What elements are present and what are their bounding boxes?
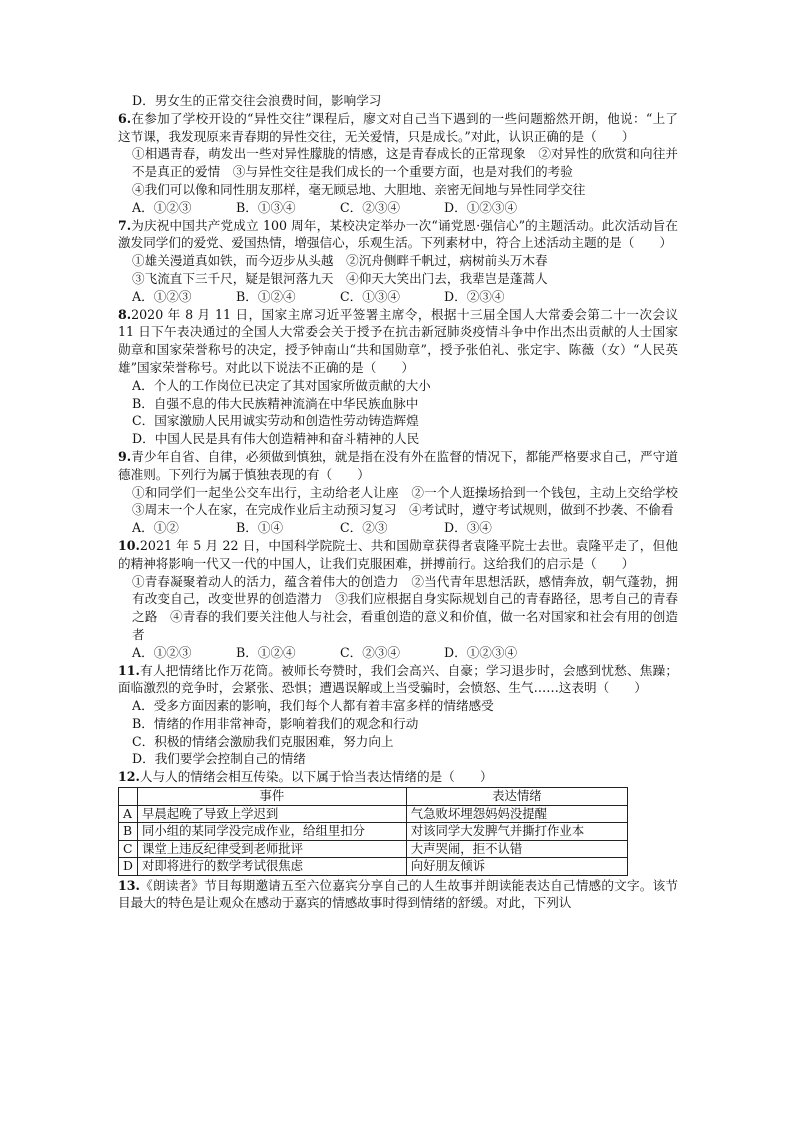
- question-13-stem: [118, 877, 678, 913]
- question-9-items: ①和同学们一起坐公交车出行，主动给老人让座 ②一个人逛操场拾到一个钱包，主动上交给学校 ③周末一个人在家，在完成作业后主动预习复习 ④考试时，遵守考试规则，做到不抄袭、不偷看: [132, 484, 691, 518]
- question-6-number: 6.: [118, 110, 132, 126]
- question-11-stem: [118, 662, 678, 698]
- question-13-text: 《朗读者》节目每期邀请五至六位嘉宾分享自己的人生故事并朗读能表达自己情感的文字。该节目最大的特色是让观众在感动于嘉宾的情感故事时得到情绪的舒缓。对此，下列认: [118, 877, 678, 911]
- table-cell: 向好朋友倾诉: [406, 858, 627, 876]
- question-7-text: 为庆祝中国共产党成立 100 周年，某校决定举办一次“诵党恩·强信心”的主题活动。此次活动旨在激发同学们的爱党、爱国热情，增强信心，乐观生活。下列素材中，符合上述活动主题的是（ ）: [118, 217, 678, 251]
- question-7-stem: [118, 217, 678, 253]
- table-cell: 对该同学大发脾气并撕打作业本: [406, 823, 627, 841]
- question-11-option-a: A．受多方面因素的影响，我们每个人都有着丰富多样的情绪感受: [132, 698, 494, 714]
- q5-option-d: D．男女生的正常交往会浪费时间，影响学习: [132, 93, 382, 108]
- question-7-line-1: ①雄关漫道真如铁，而今迈步从头越 ②沉舟侧畔千帆过，病树前头万木春: [132, 253, 548, 269]
- question-6-stem: [118, 110, 678, 146]
- question-8-option-c: C．国家激励人民用诚实劳动和创造性劳动铸造辉煌: [132, 413, 419, 429]
- table-cell: 早晨起晚了导致上学迟到: [137, 805, 406, 823]
- question-12-text: 人与人的情绪会相互传染。以下属于恰当表达情绪的是（ ）: [139, 769, 493, 785]
- question-10-items: ①青春凝聚着动人的活力，蕴含着伟大的创造力 ②当代青年思想活跃，感情奔放，朝气蓬勃，拥有改变自己，改变世界的创造潜力 ③我们应根据自身实际规划自己的青春路径，思考自己的青春之路 ④青春的我们要关注他人与社会，看重创造的意义和价值，做一名对国家和社会有用的创造者: [132, 573, 678, 642]
- question-6-item-4: ④我们可以像和同性朋友那样，毫无顾忌地、大胆地、亲密无间地与异性同学交往: [132, 181, 586, 197]
- question-10-option-b: B．①②④: [236, 644, 296, 660]
- question-7-options: [118, 288, 678, 306]
- table-header-cell: 表达情绪: [406, 788, 627, 806]
- table-cell: B: [119, 823, 138, 841]
- question-9-stem: [118, 448, 678, 484]
- table-row: [119, 840, 628, 858]
- question-7-option-c: C．①③④: [340, 288, 401, 304]
- question-8-number: 8.: [118, 306, 132, 322]
- question-10-number: 10.: [118, 537, 140, 553]
- question-6-option-b: B．①③④: [236, 199, 296, 215]
- question-6-options: [118, 199, 678, 217]
- question-8-option-a: A．个人的工作岗位已决定了其对国家所做贡献的大小: [132, 377, 431, 393]
- table-row: [119, 858, 628, 876]
- table-cell: 对即将进行的数学考试很焦虑: [137, 858, 406, 876]
- question-6-option-d: D．①②③④: [444, 199, 518, 215]
- question-12-number: 12.: [118, 769, 140, 785]
- question-8-option-d: D．中国人民是具有伟大创造精神和奋斗精神的人民: [132, 431, 420, 447]
- question-7-option-d: D．②③④: [444, 288, 505, 304]
- question-10-option-a: A．①②③: [132, 644, 192, 660]
- table-cell: 同小组的某同学没完成作业，给组里扣分: [137, 823, 406, 841]
- table-cell: 课堂上违反纪律受到老师批评: [137, 840, 406, 858]
- question-6-option-c: C．②③④: [340, 199, 401, 215]
- question-9-number: 9.: [118, 448, 132, 464]
- question-7-number: 7.: [118, 217, 132, 233]
- question-11-option-d: D．我们要学会控制自己的情绪: [132, 751, 306, 767]
- question-6-items: ①相遇青春，萌发出一些对异性朦胧的情感，这是青春成长的正常现象 ②对异性的欣赏和向往并不是真正的爱情 ③与异性交往是我们成长的一个重要方面，也是对我们的考验: [132, 146, 678, 180]
- question-10-option-c: C．②③④: [340, 644, 401, 660]
- exam-page: [118, 92, 691, 912]
- question-8-option-b: B．自强不息的伟大民族精神流淌在中华民族血脉中: [132, 395, 419, 411]
- question-11-option-c: C．积极的情绪会激励我们克服困难，努力向上: [132, 733, 394, 749]
- question-8-text: 2020 年 8 月 11 日，国家主席习近平签署主席令，根据十三届全国人大常委会第二十一次会议 11 日下午表决通过的全国人大常委会关于授予在抗击新冠肺炎疫情斗争中作出杰出贡献的人士国家勋章和国家荣誉称号的决定，授予钟南山“共和国勋章”，授予张伯礼、张定宇、陈薇（女）“人民英雄”国家荣誉称号。对此以下说法不正确的是（ ）: [118, 306, 678, 375]
- question-9-option-a: A．①②: [132, 520, 179, 536]
- question-13-number: 13.: [118, 877, 140, 893]
- table-header-cell: [119, 788, 138, 806]
- question-9-option-d: D．③④: [444, 520, 492, 536]
- question-9-option-c: C．②③: [340, 520, 388, 536]
- question-10-stem: [118, 537, 678, 573]
- table-cell: 大声哭闹，拒不认错: [406, 840, 627, 858]
- table-header-row: [119, 788, 628, 806]
- question-8-stem: [118, 306, 678, 377]
- question-10-options: [118, 644, 678, 662]
- question-9-options: [118, 519, 678, 537]
- question-12-stem: [118, 768, 678, 786]
- question-10-option-d: D．①②③④: [444, 644, 518, 660]
- question-6-text: 在参加了学校开设的“异性交往”课程后，廖文对自己当下遇到的一些问题豁然开朗，他说：“上了这节课，我发现原来青春期的异性交往，无关爱情，只是成长。”对此，认识正确的是（ ）: [118, 110, 678, 144]
- table-row: [119, 823, 628, 841]
- table-cell: D: [119, 858, 138, 876]
- question-11-option-b: B．情绪的作用非常神奇，影响着我们的观念和行动: [132, 715, 419, 731]
- question-9-text: 青少年自省、自律，必须做到慎独，就是指在没有外在监督的情况下，都能严格要求自己，严守道德准则。下列行为属于慎独表现的有（ ）: [118, 448, 678, 482]
- question-7-option-b: B．①②④: [236, 288, 296, 304]
- table-cell: A: [119, 805, 138, 823]
- question-9-option-b: B．①④: [236, 520, 284, 536]
- question-10-text: 2021 年 5 月 22 日，中国科学院院士、共和国勋章获得者袁隆平院士去世。袁隆平走了，但他的精神将影响一代又一代的中国人，让我们克服困难，拼搏前行。这给我们的启示是（ ）: [118, 537, 678, 571]
- table-cell: C: [119, 840, 138, 858]
- question-6-option-a: A．①②③: [132, 199, 192, 215]
- table-header-cell: 事件: [137, 788, 406, 806]
- question-11-text: 有人把情绪比作万花筒。被师长夸赞时，我们会高兴、自豪；学习退步时，会感到忧愁、焦躁；面临激烈的竞争时，会紧张、恐惧；遭遇误解或上当受骗时，会愤怒、生气……这表明（ ）: [118, 662, 678, 696]
- question-12-table: [118, 787, 628, 876]
- question-7-line-2: ③飞流直下三千尺，疑是银河落九天 ④仰天大笑出门去，我辈岂是蓬蒿人: [132, 270, 548, 286]
- question-11-number: 11.: [118, 662, 140, 678]
- table-cell: 气急败坏埋怨妈妈没提醒: [406, 805, 627, 823]
- table-row: [119, 805, 628, 823]
- question-7-option-a: A．①②③: [132, 288, 192, 304]
